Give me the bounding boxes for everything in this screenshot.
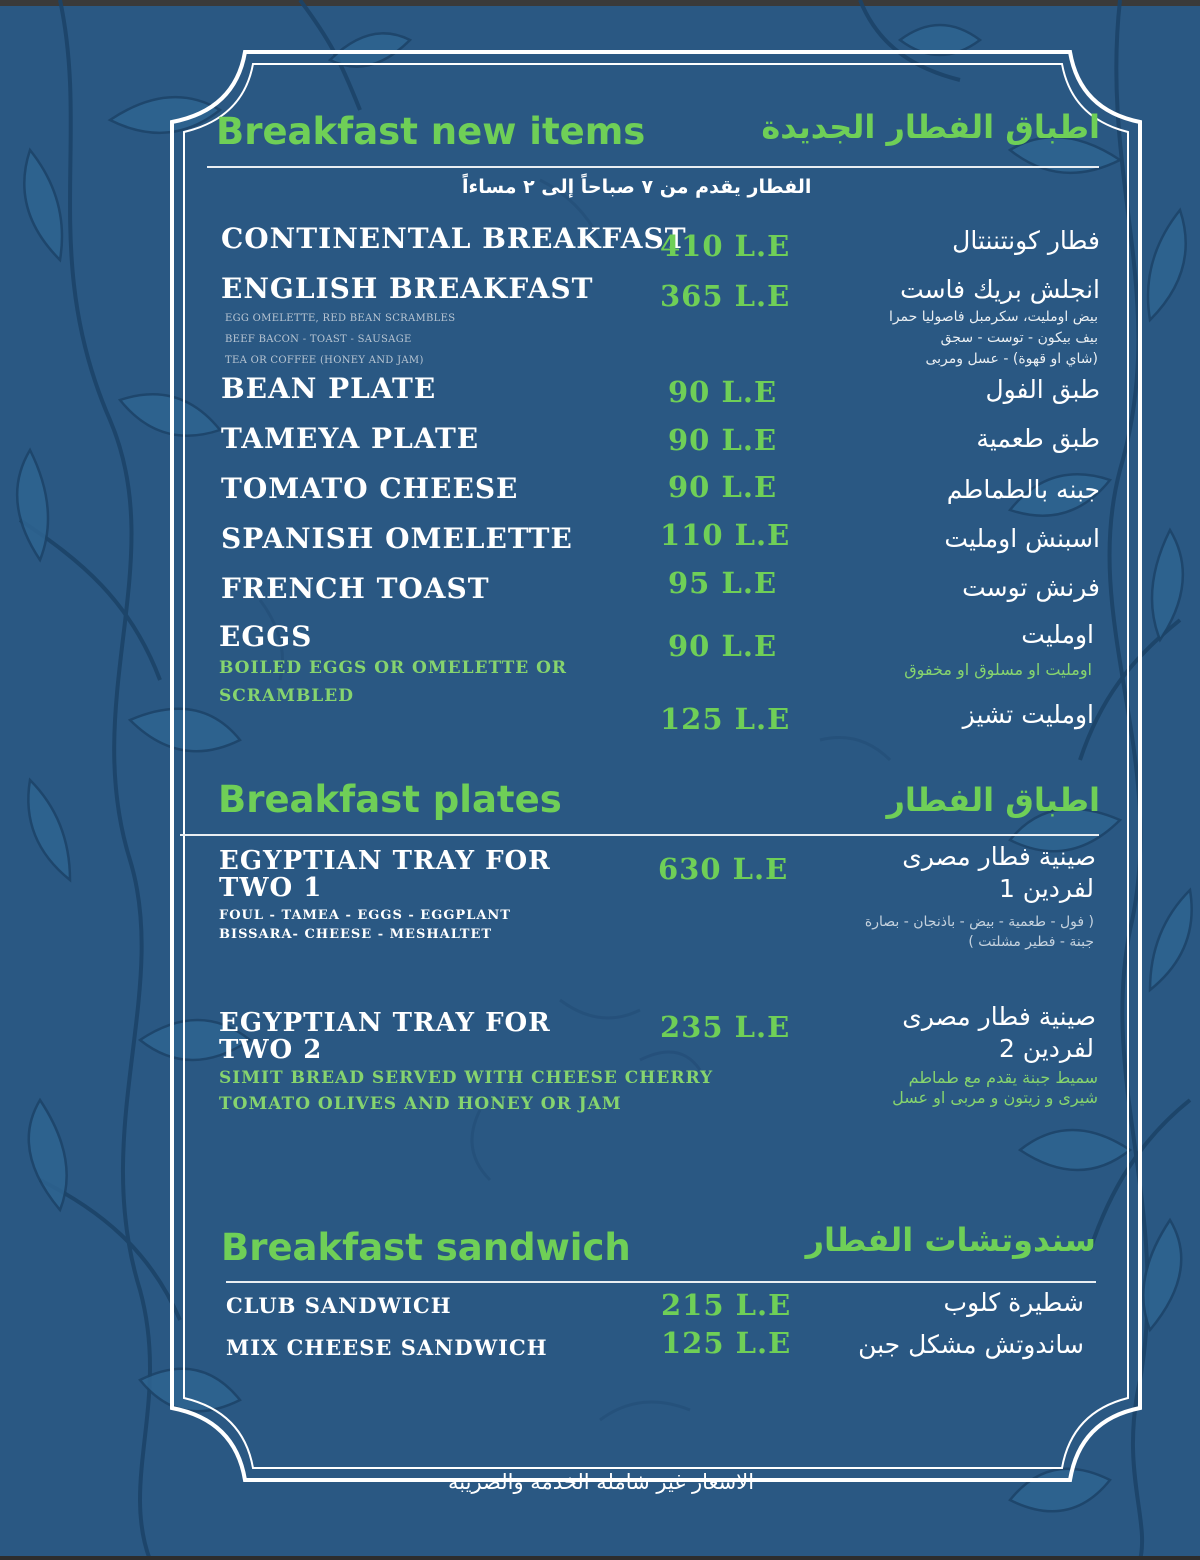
item-desc-ar-english: بيض اومليت، سكرمبل فاصوليا حمرا [888, 309, 1098, 325]
item-name-ar-tomato-cheese: جبنه بالطماطم [946, 475, 1100, 504]
item-desc-ar-egyptian-tray-1: جبنة - فطير مشلتت ) [968, 934, 1094, 950]
item-desc-ar-english: (شاي او قهوة) - عسل ومربى [925, 351, 1098, 367]
item-name-ar-mix-cheese-sandwich: ساندوتش مشكل جبن [858, 1330, 1084, 1359]
item-name-egyptian-tray-1 [219, 848, 639, 902]
item-price-tomato-cheese: 90 L.E [668, 470, 778, 504]
item-price-english: 365 L.E [660, 279, 791, 313]
hours-note: الفطار يقدم من ٧ صباحاً إلى ٢ مساءاً [462, 176, 812, 198]
item-desc-eggs: BOILED EGGS OR OMELETTE OR [219, 658, 568, 678]
item-name-ar-bean-plate: طبق الفول [985, 375, 1100, 404]
item-desc-egyptian-tray-1: FOUL - TAMEA - EGGS - EGGPLANT [219, 908, 511, 923]
item-name-ar-french-toast: فرنش توست [962, 573, 1100, 602]
item-name-ar-spanish-omelette: اسبنش اومليت [944, 524, 1100, 553]
item-name-ar-egyptian-tray-2: صينية فطار مصرى [902, 1002, 1096, 1031]
item-name-egyptian-tray-2 [219, 1010, 639, 1064]
item-name-mix-cheese-sandwich: MIX CHEESE SANDWICH [226, 1335, 548, 1360]
section-title-sandwich: Breakfast sandwich [221, 1226, 631, 1269]
item-price-continental: 410 L.E [660, 229, 791, 263]
item-price-spanish-omelette: 110 L.E [660, 518, 791, 552]
section-title-new-items: Breakfast new items [216, 110, 646, 153]
item-price-mix-cheese-sandwich: 125 L.E [661, 1326, 792, 1360]
section-divider [207, 166, 1099, 168]
section-title-sandwich-ar: سندوتشات الفطار [805, 1221, 1096, 1259]
item-price-french-toast: 95 L.E [668, 566, 778, 600]
item-desc-english: EGG OMELETTE, RED BEAN SCRAMBLES [225, 313, 456, 324]
item-name-spanish-omelette: SPANISH OMELETTE [221, 522, 573, 555]
item-desc-egyptian-tray-2: SIMIT BREAD SERVED WITH CHEESE CHERRY [219, 1068, 714, 1088]
item-name-club-sandwich: CLUB SANDWICH [226, 1293, 452, 1318]
item-desc-ar-egyptian-tray-2: سميط جبنة يقدم مع طماطم [908, 1068, 1098, 1087]
item-name-line: TWO 1 [219, 873, 323, 903]
bottom-edge-bar [0, 1556, 1200, 1560]
item-price-tameya-plate: 90 L.E [668, 423, 778, 457]
item-price-egyptian-tray-1: 630 L.E [658, 852, 789, 886]
item-name-french-toast: FRENCH TOAST [221, 572, 490, 605]
item-name-ar-club-sandwich: شطيرة كلوب [943, 1288, 1084, 1317]
item-name-line: EGYPTIAN TRAY FOR [219, 1008, 551, 1038]
section-divider [180, 834, 1099, 836]
item-name-bean-plate: BEAN PLATE [221, 372, 437, 405]
section-title-plates-ar: اطباق الفطار [886, 781, 1100, 819]
item-price-bean-plate: 90 L.E [668, 375, 778, 409]
item-price-omelette-cheese: 125 L.E [660, 702, 791, 736]
item-name-ar-eggs: اومليت [1021, 620, 1094, 649]
item-desc-english: BEEF BACON - TOAST - SAUSAGE [225, 334, 412, 345]
item-name-ar-tameya-plate: طبق طعمية [976, 424, 1100, 453]
item-name-ar-egyptian-tray-2: لفردين 2 [998, 1034, 1094, 1063]
section-divider [226, 1281, 1096, 1283]
item-name-ar-omelette-cheese: اومليت تشيز [962, 700, 1094, 729]
section-title-new-items-ar: اطباق الفطار الجديدة [761, 108, 1100, 146]
item-desc-ar-egyptian-tray-1: ( فول - طعمية - بيض - باذنجان - بصارة [864, 914, 1094, 930]
item-desc-eggs: SCRAMBLED [219, 686, 354, 706]
item-name-line: TWO 2 [219, 1035, 323, 1065]
item-desc-ar-egyptian-tray-2: شيرى و زيتون و مربى او عسل [892, 1088, 1098, 1107]
item-name-eggs: EGGS [219, 620, 313, 653]
item-name-tomato-cheese: TOMATO CHEESE [221, 472, 519, 505]
item-name-ar-egyptian-tray-1: صينية فطار مصرى [902, 842, 1096, 871]
item-name-ar-egyptian-tray-1: لفردين 1 [998, 874, 1094, 903]
item-desc-ar-eggs: اومليت او مسلوق او مخفوق [904, 660, 1092, 679]
item-name-tameya-plate: TAMEYA PLATE [221, 422, 480, 455]
item-desc-english: TEA OR COFFEE (HONEY AND JAM) [225, 355, 424, 366]
item-name-ar-english: انجلش بريك فاست [900, 275, 1100, 304]
item-desc-ar-english: بيف بيكون - توست - سجق [940, 330, 1098, 346]
item-price-eggs: 90 L.E [668, 629, 778, 663]
item-price-club-sandwich: 215 L.E [661, 1288, 792, 1322]
item-name-english: ENGLISH BREAKFAST [221, 272, 594, 305]
prices-note-footer: الاسعار غير شاملة الخدمة والضريبة [448, 1470, 755, 1494]
item-desc-egyptian-tray-1: BISSARA- CHEESE - MESHALTET [219, 927, 493, 942]
item-desc-egyptian-tray-2: TOMATO OLIVES AND HONEY OR JAM [219, 1094, 622, 1114]
item-name-ar-continental: فطار كونتننتال [952, 226, 1100, 255]
item-name-line: EGYPTIAN TRAY FOR [219, 846, 551, 876]
item-name-continental: CONTINENTAL BREAKFAST [221, 222, 687, 255]
section-title-plates: Breakfast plates [218, 778, 562, 821]
item-price-egyptian-tray-2: 235 L.E [660, 1010, 791, 1044]
